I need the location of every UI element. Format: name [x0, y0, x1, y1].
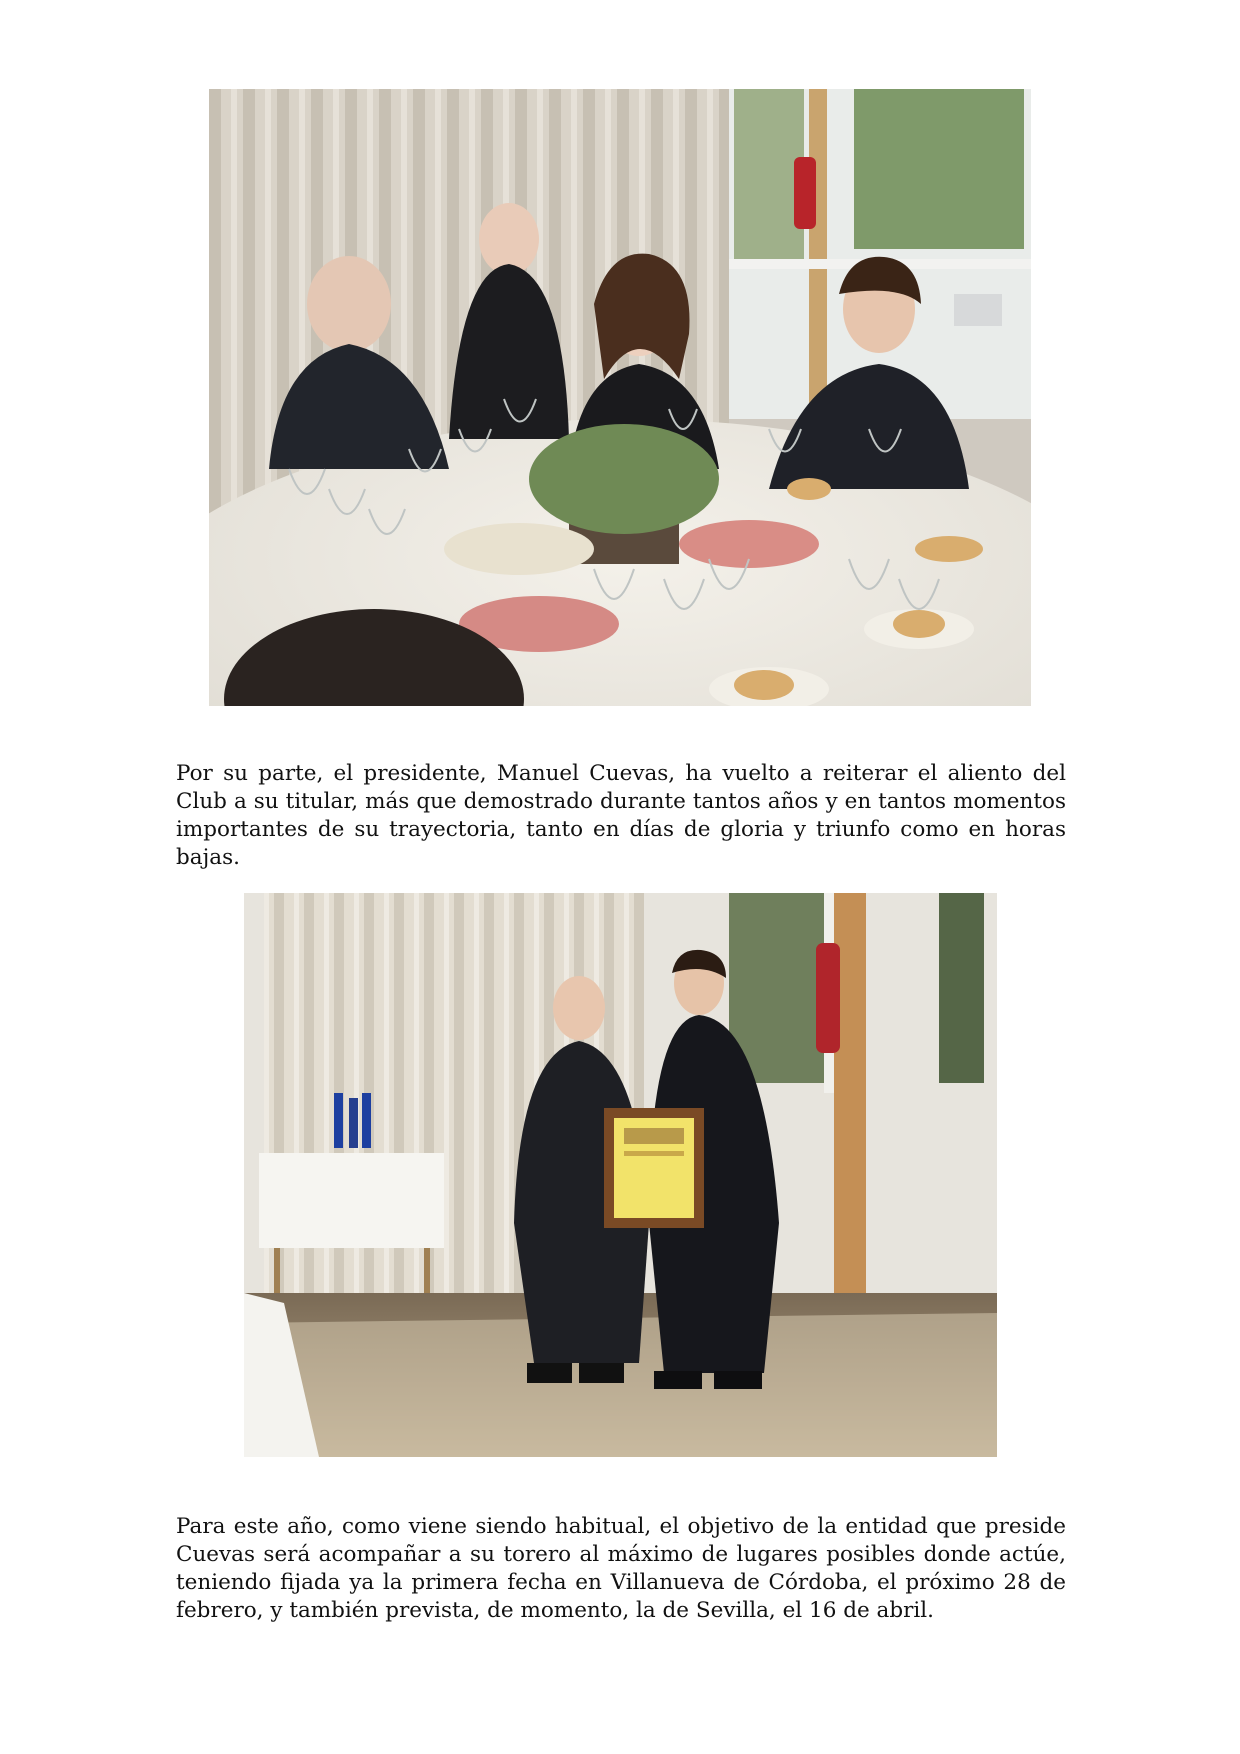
photo-luncheon-table: [209, 89, 1031, 706]
photo-luncheon-table-illustration: [209, 89, 1031, 706]
photo-award-presentation-illustration: [244, 893, 997, 1457]
body-paragraph: Para este año, como viene siendo habitual, el objetivo de la entidad que preside Cuevas será acompañar a su torero al máximo de lugares posibles donde actúe, teniendo fijada ya la primera fecha en Villanueva de Córdoba, el próximo 28 de febrero, y también prevista, de momento, la de Sevilla, el 16 de abril.: [176, 1514, 1066, 1623]
photo-award-presentation: [244, 893, 997, 1457]
body-paragraph: Por su parte, el presidente, Manuel Cuevas, ha vuelto a reiterar el aliento del Club a su titular, más que demostrado durante tantos años y en tantos momentos importantes de su trayectoria, tanto en días de gloria y triunfo como en horas bajas.: [176, 761, 1066, 870]
